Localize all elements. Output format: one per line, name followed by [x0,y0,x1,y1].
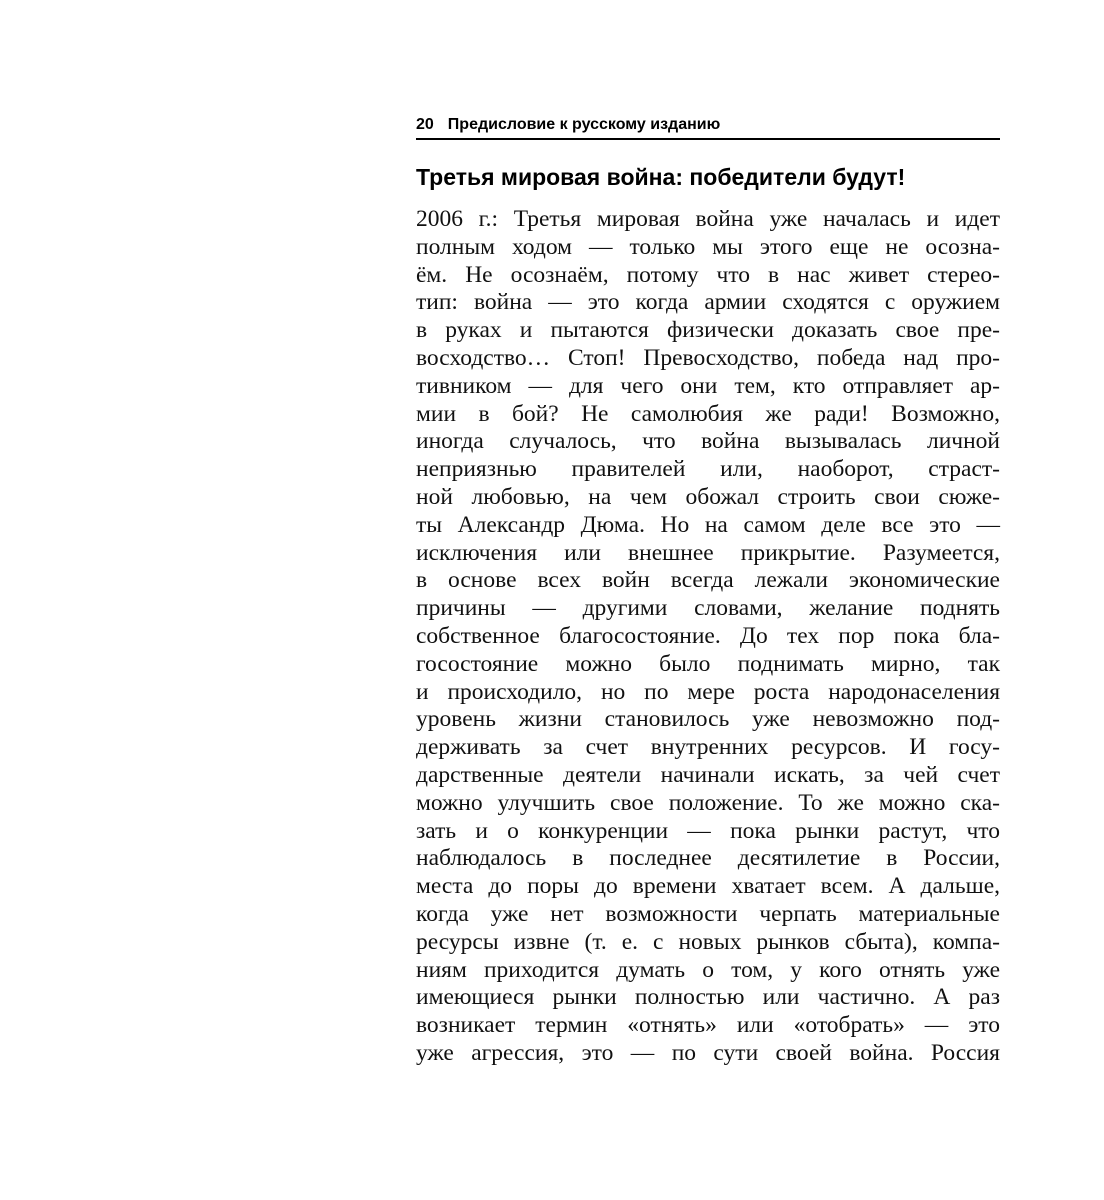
text-line: возникает термин «отнять» или «отобрать» — это [416,1012,1000,1039]
text-line: можно улучшить свое положение. То же можно ска- [416,789,1000,816]
text-line: в основе всех войн всегда лежали экономические [416,567,1000,594]
text-line: уже агрессия, это — по сути своей война. Россия [416,1039,1000,1066]
running-header [416,114,1000,140]
text-line: места до поры до времени хватает всем. А дальше, [416,873,1000,900]
text-line: и происходило, но по мере роста народонаселения [416,678,1000,705]
text-line: когда уже нет возможности черпать материальные [416,900,1000,927]
text-line: тивником — для чего они тем, кто отправляет ар- [416,372,1000,399]
text-line: в руках и пытаются физически доказать свое пре- [416,317,1000,344]
section-title: Третья мировая война: победители будут! [416,164,906,190]
text-line: неприязнью правителей или, наоборот, страст- [416,456,1000,483]
text-line: тип: война — это когда армии сходятся с оружием [416,289,1000,316]
text-line: наблюдалось в последнее десятилетие в России, [416,845,1000,872]
book-page [416,114,1000,1068]
running-title: Предисловие к русскому изданию [447,116,721,133]
text-line: ты Александр Дюма. Но на самом деле все это — [416,511,1000,538]
text-line: полным ходом — только мы этого еще не осозна- [416,233,1000,260]
body-paragraph [416,206,1000,1068]
text-line: 2006 г.: Третья мировая война уже началась и идет [416,206,1000,232]
text-line: дарственные деятели начинали искать, за чей счет [416,761,1000,788]
text-line: держивать за счет внутренних ресурсов. И госу- [416,734,1000,761]
text-line: ниям приходится думать о том, у кого отнять уже [416,956,1000,983]
text-line: иногда случалось, что война вызывалась личной [416,428,1000,455]
text-line: уровень жизни становилось уже невозможно под- [416,706,1000,733]
text-line: мии в бой? Не самолюбия же ради! Возможно, [416,400,1000,427]
text-line: госостояние можно было поднимать мирно, так [416,650,1000,677]
text-line: причины — другими словами, желание поднять [416,595,1000,622]
text-line: исключения или внешнее прикрытие. Разумеется, [416,539,1000,566]
text-line: собственное благосостояние. До тех пор пока бла- [416,622,1000,649]
text-line: ной любовью, на чем обожал строить свои сюже- [416,483,1000,510]
page-number: 20 [416,116,434,133]
text-line: зать и о конкуренции — пока рынки растут, что [416,817,1000,844]
text-line: имеющиеся рынки полностью или частично. А раз [416,984,1000,1011]
text-line: ресурсы извне (т. е. с новых рынков сбыта), компа- [416,928,1000,955]
text-line: ём. Не осознаём, потому что в нас живет стерео- [416,261,1000,288]
text-line: восходство… Стоп! Превосходство, победа над про- [416,344,1000,371]
